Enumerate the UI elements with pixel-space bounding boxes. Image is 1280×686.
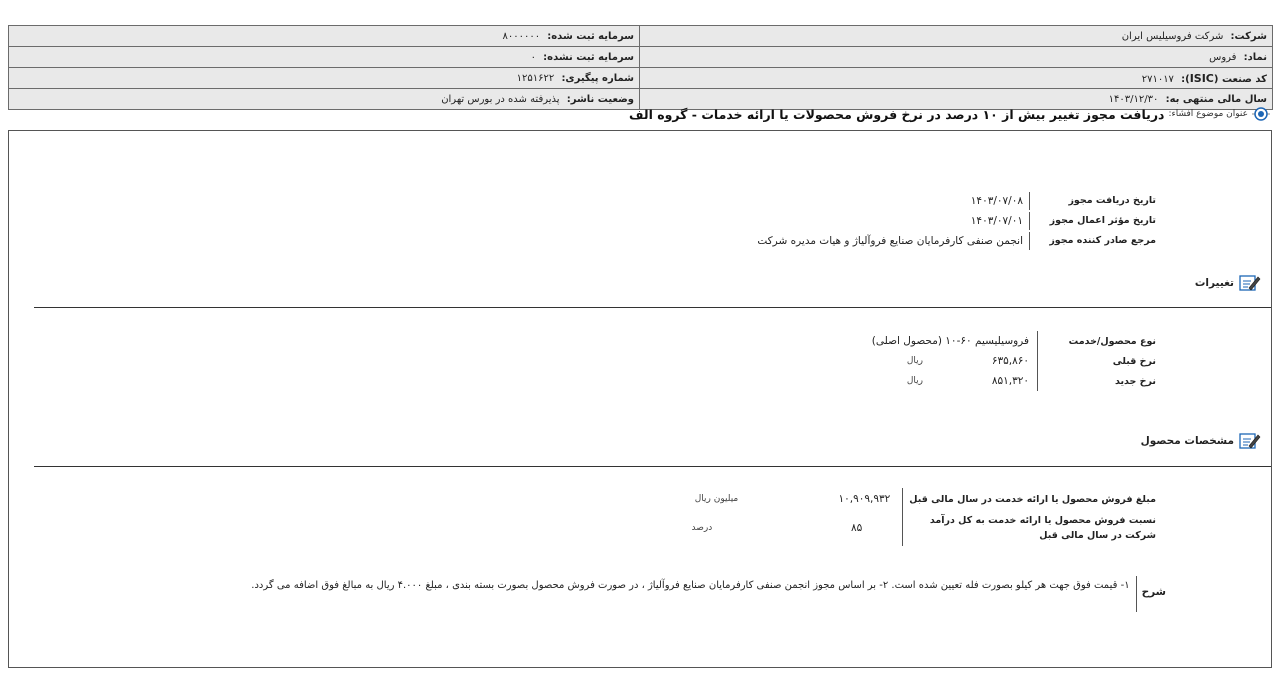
subject-title: دریافت مجوز تغییر بیش از ۱۰ درصد در نرخ فروش محصولات یا ارائه خدمات - گروه الف xyxy=(629,106,1165,122)
new-rate-unit: ریال xyxy=(906,376,923,386)
target-bullet-icon xyxy=(1252,105,1270,123)
product-specs-table xyxy=(691,488,1156,546)
symbol-value: فروس xyxy=(1209,51,1237,63)
isic-cell xyxy=(640,68,1273,89)
prior-year-sales-label: مبلغ فروش محصول یا ارائه خدمت در سال مالی قبل xyxy=(903,488,1156,510)
capital-cell xyxy=(9,26,640,47)
permit-received-value: ۱۴۰۳/۰۷/۰۸ xyxy=(970,195,1023,207)
symbol-cell xyxy=(640,47,1273,68)
revenue-share-unit: درصد xyxy=(691,523,713,533)
new-rate-value: ۸۵۱,۳۲۰ xyxy=(991,375,1029,387)
publisher-status-cell xyxy=(9,89,640,110)
note-edit-icon xyxy=(1239,274,1261,292)
tracking-cell xyxy=(9,68,640,89)
disclosure-body xyxy=(8,130,1272,668)
disclosure-subject xyxy=(629,104,1270,124)
previous-rate-value: ۶۳۵,۸۶۰ xyxy=(991,355,1029,367)
info-row xyxy=(9,26,1273,47)
company-label: شرکت: xyxy=(1230,30,1267,42)
specs-heading-text: مشخصات محصول xyxy=(1140,435,1234,447)
permit-received-row xyxy=(757,191,1156,211)
permit-effective-row xyxy=(757,211,1156,231)
info-row xyxy=(9,68,1273,89)
publisher-status-label: وضعیت ناشر: xyxy=(566,93,634,105)
permit-effective-value: ۱۴۰۳/۰۷/۰۱ xyxy=(970,215,1023,227)
prior-year-sales-value: ۱۰,۹۰۹,۹۳۲ xyxy=(838,493,891,505)
previous-rate-label: نرخ قبلی xyxy=(1038,351,1157,371)
company-cell xyxy=(640,26,1273,47)
unregistered-capital-label: سرمایه ثبت نشده: xyxy=(543,51,634,63)
isic-label-pre: کد صنعت ( xyxy=(1213,73,1267,85)
company-info-table xyxy=(8,25,1273,110)
rate-changes-table xyxy=(872,331,1156,391)
publisher-status-value: پذیرفته شده در بورس تهران xyxy=(441,93,560,105)
fiscal-year-value: ۱۴۰۳/۱۲/۳۰ xyxy=(1108,93,1159,105)
prior-year-sales-row xyxy=(692,488,1156,510)
permit-issuer-row xyxy=(757,231,1156,251)
previous-rate-row xyxy=(872,351,1156,371)
new-rate-row xyxy=(872,371,1156,391)
prior-year-sales-unit: میلیون ریال xyxy=(694,494,739,504)
permit-issuer-value: انجمن صنفی کارفرمایان صنایع فروآلیاژ و هیات مدیره شرکت xyxy=(757,235,1023,247)
unregistered-capital-cell xyxy=(9,47,640,68)
isic-value: ۲۷۱۰۱۷ xyxy=(1141,73,1174,85)
permit-issuer-label: مرجع صادر کننده مجوز xyxy=(1029,232,1156,250)
info-row xyxy=(9,47,1273,68)
changes-heading-text: تغییرات xyxy=(1194,277,1234,289)
specs-heading xyxy=(1141,432,1261,450)
capital-label: سرمایه ثبت شده: xyxy=(547,30,634,42)
new-rate-label: نرخ جدید xyxy=(1038,371,1157,391)
revenue-share-value: ۸۵ xyxy=(850,522,863,534)
changes-heading xyxy=(1195,274,1261,292)
isic-label xyxy=(1181,71,1267,85)
revenue-share-row xyxy=(692,510,1156,546)
fiscal-year-label: سال مالی منتهی به: xyxy=(1165,93,1267,105)
divider xyxy=(34,466,1271,467)
description-label: شرح xyxy=(1136,576,1166,612)
product-value: فروسیلیسیم ۶۰-۱۰ (محصول اصلی) xyxy=(871,335,1029,347)
permit-effective-label: تاریخ مؤثر اعمال مجوز xyxy=(1029,212,1156,230)
note-edit-icon xyxy=(1239,432,1261,450)
previous-rate-unit: ریال xyxy=(906,356,923,366)
product-row xyxy=(872,331,1156,351)
capital-value: ۸۰۰۰۰۰۰ xyxy=(502,30,541,42)
permit-received-label: تاریخ دریافت مجوز xyxy=(1029,192,1156,210)
description-block xyxy=(106,576,1166,612)
revenue-share-label xyxy=(903,510,1156,546)
divider xyxy=(34,307,1271,308)
unregistered-capital-value: ۰ xyxy=(530,51,536,63)
product-label: نوع محصول/خدمت xyxy=(1038,331,1157,351)
tracking-label: شماره پیگیری: xyxy=(561,72,634,84)
revenue-share-label-line1: نسبت فروش محصول یا ارائه خدمت به کل درآمد xyxy=(929,515,1156,526)
tracking-value: ۱۲۵۱۶۲۲ xyxy=(516,72,555,84)
isic-label-code: ISIC xyxy=(1189,71,1214,85)
permit-info xyxy=(757,191,1156,251)
description-text: ۱- قیمت فوق جهت هر کیلو بصورت فله تعیین شده است. ۲- بر اساس مجوز انجمن صنفی کارفرمایان صنایع فروآلیاژ ، در صورت فروش محصول بصورت بسته بندی ، مبلغ ۴.۰۰۰ ریال به مبالغ فوق اضافه می گردد. xyxy=(251,580,1130,591)
revenue-share-label-line2: شرکت در سال مالی قبل xyxy=(1039,530,1156,541)
company-value: شرکت فروسیلیس ایران xyxy=(1121,30,1224,42)
isic-label-post: ): xyxy=(1181,73,1190,85)
subject-label: عنوان موضوع افشاء: xyxy=(1168,109,1248,119)
symbol-label: نماد: xyxy=(1243,51,1267,63)
